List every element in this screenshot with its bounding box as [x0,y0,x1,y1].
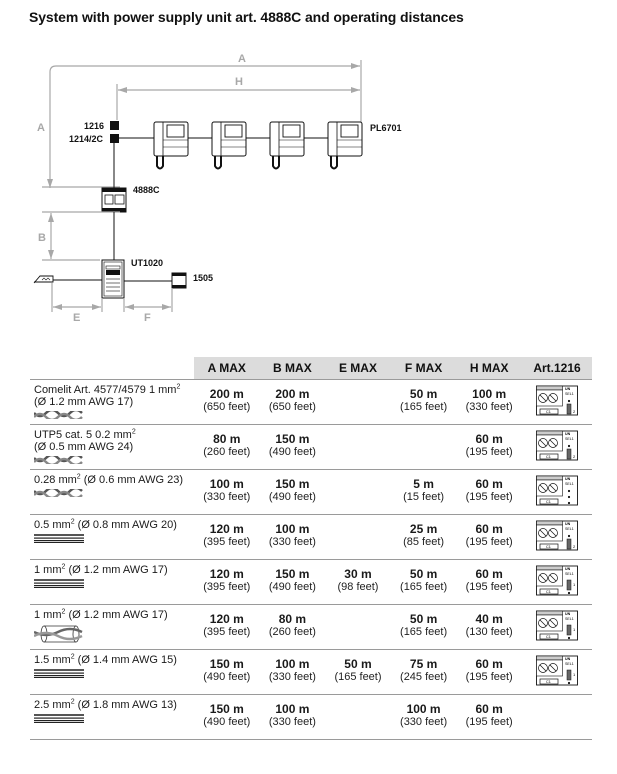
svg-text:C1: C1 [546,680,551,684]
distance-metres: 150 m [275,567,310,581]
distance-metres: 5 m [413,477,434,491]
b-max-cell [260,470,326,515]
f-max-cell [391,425,457,470]
parallel-wires-icon [34,669,84,678]
cable-type-cell [30,425,194,470]
table-header-row [30,357,592,380]
a-max-cell [194,560,260,605]
svg-text:SEL1: SEL1 [565,392,574,396]
cable-spec: (Ø 1.4 mm AWG 15) [74,654,177,666]
superscript: 2 [61,608,66,616]
e-max-cell [325,605,391,650]
distance-feet: (490 feet) [268,491,316,503]
h-max-cell [456,695,522,740]
distance-metres: 60 m [475,522,503,536]
svg-text:C1: C1 [546,635,551,639]
twisted-pair-icon [34,411,84,419]
art-1216-cell [522,380,592,425]
psu-4888c-icon [102,188,126,212]
h-max-cell [456,425,522,470]
distance-metres: 100 m [209,477,244,491]
distance-feet: (330 feet) [268,536,316,548]
b-max-cell [260,560,326,605]
header-art-1216: Art.1216 [522,357,592,380]
cable-spec: (Ø 1.2 mm AWG 17) [34,396,134,408]
art-1214-label: 1214/2C [69,134,104,144]
distance-metres: 30 m [344,567,372,581]
b-max-cell [260,605,326,650]
system-wiring-diagram [0,40,617,340]
art-1216-label: 1216 [84,121,105,131]
distance-metres: 50 m [409,567,438,581]
svg-text:SEL1: SEL1 [565,662,574,666]
distance-metres: 50 m [409,612,438,626]
cable-name: UTP5 cat. 5 0.2 mm [34,429,132,441]
distance-feet: (98 feet) [337,581,379,593]
distance-metres: 40 m [475,612,503,626]
monitor-icon [270,122,304,169]
art-1216-cell [522,605,592,650]
svg-text:UN: UN [565,522,571,526]
distance-feet: (195 feet) [465,536,513,548]
cable-type-cell [30,605,194,650]
distance-feet: (330 feet) [268,716,316,728]
distance-metres: 80 m [278,612,307,626]
monitor-icon [154,122,188,169]
art-1216-cell [522,425,592,470]
e-max-cell [325,650,391,695]
a-max-cell [194,695,260,740]
svg-text:SEL1: SEL1 [565,527,574,531]
cable-spec: (Ø 0.5 mm AWG 24) [34,441,134,453]
dimension-b-label: B [38,232,46,244]
twisted-pair-icon [34,489,84,497]
e-max-cell [325,380,391,425]
distance-metres: 50 m [409,387,438,401]
art-1216-module-icon [110,121,119,130]
e-max-cell [325,515,391,560]
cable-spec: (Ø 0.6 mm AWG 23) [80,474,183,486]
svg-text:C1: C1 [546,545,551,549]
cable-spec: (Ø 1.2 mm AWG 17) [65,609,168,621]
lock-release-1505-icon [172,273,186,288]
cable-name: 1 mm [34,564,62,576]
svg-text:2: 2 [573,454,576,459]
art-1216-cell [522,515,592,560]
distance-metres: 60 m [475,657,503,671]
jumper-setting-icon [536,609,578,641]
distance-feet: (165 feet) [400,401,448,413]
sheathed-cable-icon [34,624,84,644]
distance-metres: 60 m [475,477,503,491]
h-max-cell [456,650,522,695]
lock-release-label: 1505 [193,273,214,283]
entrance-panel-icon [102,260,124,298]
header-cable [30,357,194,380]
svg-text:UN: UN [565,387,571,391]
entrance-panel-label: UT1020 [131,258,164,268]
b-max-cell [260,380,326,425]
svg-text:C1: C1 [546,590,551,594]
distance-feet: (260 feet) [268,626,316,638]
a-max-cell [194,650,260,695]
e-max-cell [325,470,391,515]
superscript: 2 [70,518,75,526]
h-max-cell [456,605,522,650]
cable-type-cell [30,380,194,425]
svg-text:SEL1: SEL1 [565,572,574,576]
distance-feet: (165 feet) [400,626,448,638]
svg-text:2: 2 [573,544,576,549]
distance-metres: 100 m [406,702,441,716]
dimension-e-label: E [73,312,81,324]
h-max-cell [456,470,522,515]
b-max-cell [260,695,326,740]
distance-feet: (650 feet) [268,401,316,413]
a-max-cell [194,515,260,560]
svg-text:UN: UN [565,657,571,661]
distance-feet: (165 feet) [400,581,448,593]
distance-metres: 120 m [209,567,244,581]
distance-feet: (85 feet) [403,536,445,548]
dimension-f-label: F [144,312,151,324]
parallel-wires-icon [34,714,84,723]
dimension-a-top-label: A [238,53,246,65]
twisted-pair-icon [34,456,84,464]
distance-feet: (330 feet) [268,671,316,683]
distance-feet: (650 feet) [203,401,251,413]
jumper-setting-icon [536,474,578,506]
monitor-label: PL6701 [370,123,402,133]
svg-text:SEL1: SEL1 [565,482,574,486]
table-row [30,425,592,470]
jumper-setting-icon [536,654,578,686]
superscript: 2 [131,428,136,436]
f-max-cell [391,695,457,740]
distance-feet: (330 feet) [400,716,448,728]
cable-name: 0.28 mm [34,474,77,486]
a-max-cell [194,605,260,650]
distance-metres: 150 m [209,657,244,671]
distance-metres: 25 m [409,522,438,536]
distance-feet: (490 feet) [268,446,316,458]
superscript: 2 [176,383,181,391]
table-row [30,650,592,695]
distance-feet: (165 feet) [334,671,382,683]
distance-feet: (490 feet) [268,581,316,593]
svg-text:UN: UN [565,567,571,571]
a-max-cell [194,380,260,425]
b-max-cell [260,425,326,470]
svg-text:UN: UN [565,432,571,436]
cable-type-cell [30,650,194,695]
h-max-cell [456,560,522,605]
cable-type-cell [30,470,194,515]
door-lock-icon [34,276,53,283]
svg-text:UN: UN [565,612,571,616]
distance-feet: (130 feet) [465,626,513,638]
distance-feet: (195 feet) [465,581,513,593]
parallel-wires-icon [34,579,84,588]
distance-feet: (395 feet) [203,536,251,548]
operating-distances-table [30,357,592,740]
a-max-cell [194,425,260,470]
monitor-group [154,122,362,169]
distance-metres: 60 m [475,702,503,716]
art-1216-cell [522,695,592,740]
table-row [30,380,592,425]
f-max-cell [391,380,457,425]
distance-metres: 200 m [209,387,244,401]
art-1216-cell [522,650,592,695]
distance-metres: 75 m [409,657,438,671]
distance-feet: (490 feet) [203,716,251,728]
e-max-cell [325,695,391,740]
distance-feet: (260 feet) [203,446,251,458]
distance-feet: (395 feet) [203,626,251,638]
distance-metres: 80 m [213,432,241,446]
f-max-cell [391,650,457,695]
monitor-icon [328,122,362,169]
distance-feet: (330 feet) [465,401,513,413]
cable-name: 2.5 mm [34,699,71,711]
jumper-setting-icon [536,564,578,596]
header-h-max: H MAX [456,357,522,380]
distance-metres: 150 m [209,702,244,716]
header-b-max: B MAX [260,357,326,380]
distance-metres: 50 m [344,657,372,671]
svg-text:1: 1 [573,582,576,587]
superscript: 2 [70,698,75,706]
e-max-cell [325,560,391,605]
svg-text:SEL1: SEL1 [565,617,574,621]
svg-text:C1: C1 [546,455,551,459]
b-max-cell [260,515,326,560]
header-a-max: A MAX [194,357,260,380]
cable-spec: (Ø 0.8 mm AWG 20) [74,519,177,531]
svg-text:C1: C1 [546,410,551,414]
superscript: 2 [61,563,66,571]
page-title: System with power supply unit art. 4888C and operating distances [29,9,464,25]
monitor-icon [212,122,246,169]
cable-type-cell [30,515,194,560]
distance-metres: 60 m [475,567,503,581]
e-max-cell [325,425,391,470]
a-max-cell [194,470,260,515]
distance-metres: 200 m [275,387,310,401]
table-row [30,695,592,740]
cable-name: 1 mm [34,609,62,621]
header-f-max: F MAX [391,357,457,380]
svg-text:2: 2 [573,409,576,414]
superscript: 2 [76,473,81,481]
f-max-cell [391,515,457,560]
distance-metres: 100 m [275,702,310,716]
svg-text:SEL1: SEL1 [565,437,574,441]
art-1216-cell [522,470,592,515]
cable-name: 0.5 mm [34,519,71,531]
f-max-cell [391,560,457,605]
distance-metres: 120 m [209,522,244,536]
f-max-cell [391,605,457,650]
jumper-setting-icon [536,384,578,416]
distance-metres: 100 m [472,387,507,401]
distance-feet: (195 feet) [465,716,513,728]
f-max-cell [391,470,457,515]
b-max-cell [260,650,326,695]
distance-metres: 60 m [475,432,503,446]
distance-metres: 100 m [275,657,310,671]
cable-type-cell [30,695,194,740]
distance-metres: 100 m [275,522,310,536]
h-max-cell [456,515,522,560]
distance-feet: (195 feet) [465,491,513,503]
svg-text:1: 1 [573,672,576,677]
cable-type-cell [30,560,194,605]
table-row [30,470,592,515]
cable-name: Comelit Art. 4577/4579 1 mm [34,384,177,396]
table-row [30,560,592,605]
dimension-h-label: H [235,76,243,88]
distance-feet: (15 feet) [403,491,445,503]
distance-feet: (195 feet) [465,446,513,458]
psu-label: 4888C [133,185,160,195]
distance-feet: (395 feet) [203,581,251,593]
art-1216-cell [522,560,592,605]
parallel-wires-icon [34,534,84,543]
h-max-cell [456,380,522,425]
distance-metres: 150 m [275,432,310,446]
distance-metres: 150 m [275,477,310,491]
dimension-b [42,212,120,260]
cable-name: 1.5 mm [34,654,71,666]
cable-spec: (Ø 1.8 mm AWG 13) [74,699,177,711]
superscript: 2 [70,653,75,661]
jumper-setting-icon [536,519,578,551]
art-1214-module-icon [110,134,119,143]
dimension-h [117,84,360,120]
table-row [30,605,592,650]
svg-text:UN: UN [565,477,571,481]
cable-spec: (Ø 1.2 mm AWG 17) [65,564,168,576]
distance-feet: (490 feet) [203,671,251,683]
distance-metres: 120 m [209,612,244,626]
header-e-max: E MAX [325,357,391,380]
svg-text:1: 1 [573,627,576,632]
dimension-a-side-label: A [37,122,45,134]
distance-feet: (245 feet) [400,671,448,683]
jumper-setting-icon [536,429,578,461]
table-row [30,515,592,560]
distance-feet: (330 feet) [203,491,251,503]
distance-feet: (195 feet) [465,671,513,683]
svg-text:C1: C1 [546,500,551,504]
